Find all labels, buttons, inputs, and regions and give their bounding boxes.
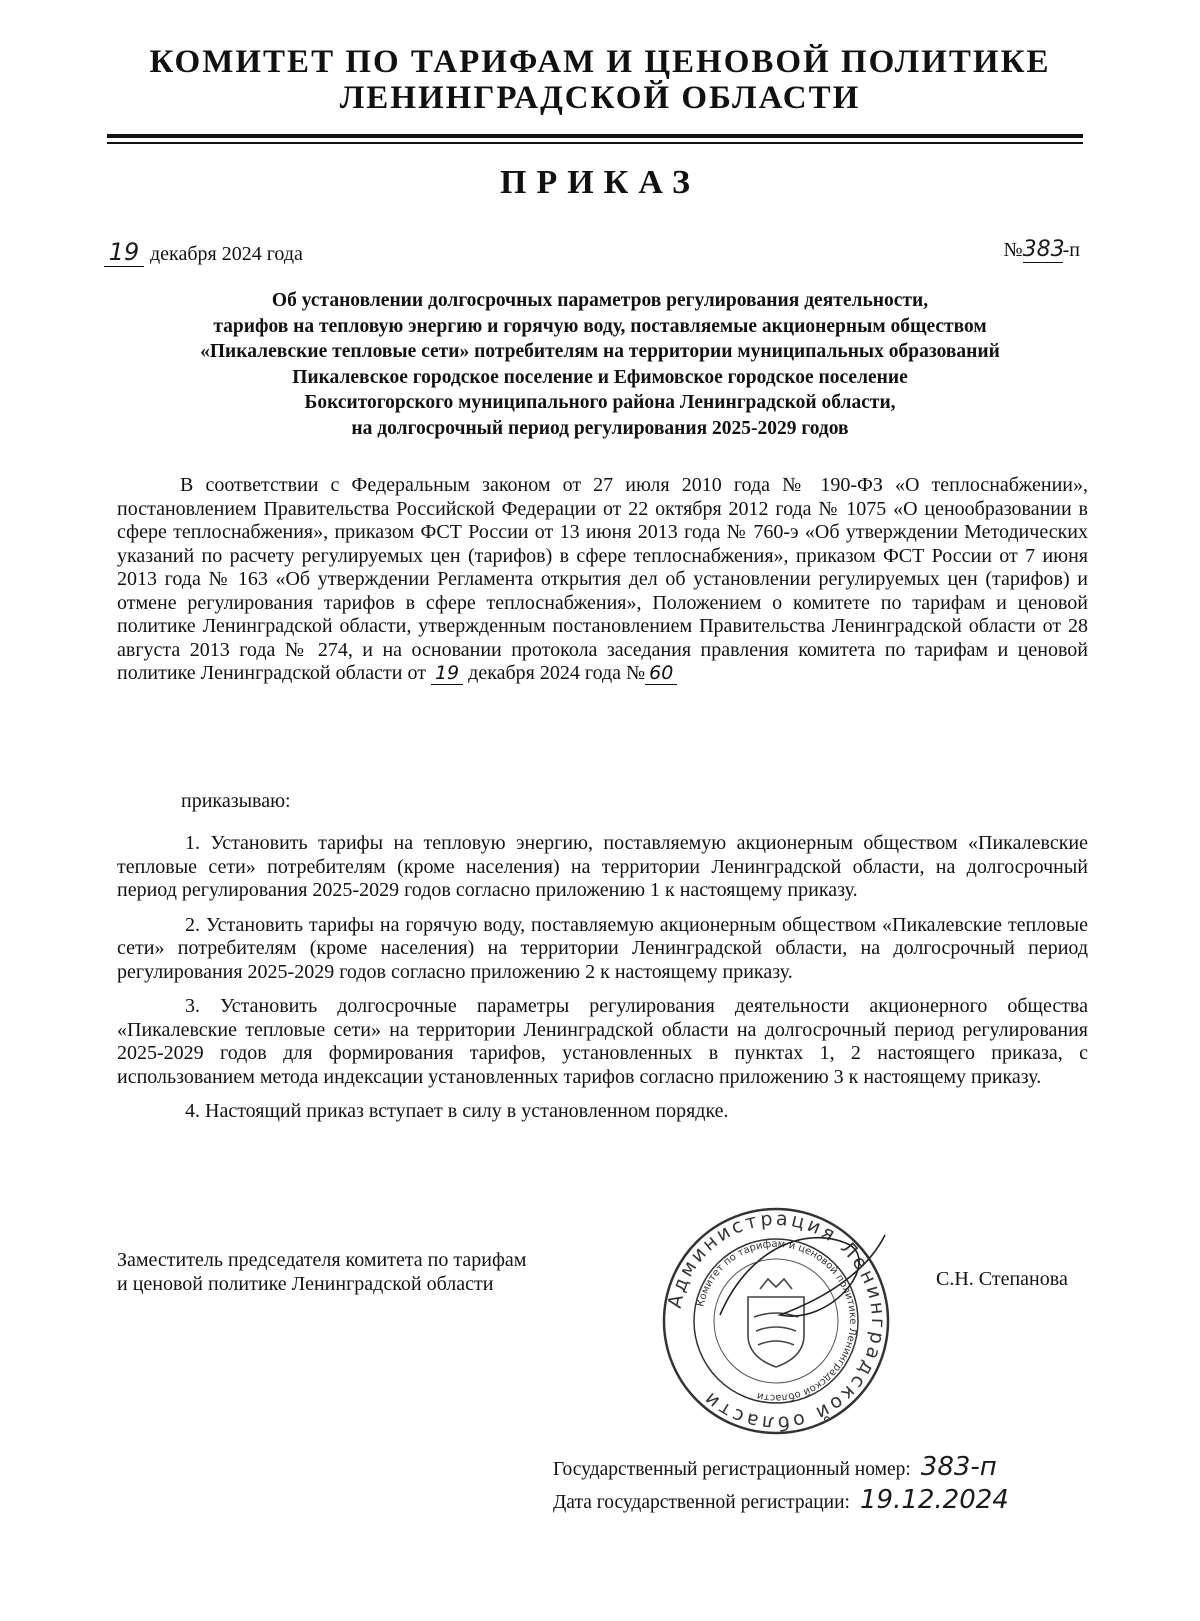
- subject-line: «Пикалевские тепловые сети» потребителям на территории муниципальных образований: [200, 341, 1000, 362]
- signatory-position-line2: и ценовой политике Ленинградской области: [117, 1273, 494, 1295]
- registration-date-row: [553, 1485, 1009, 1518]
- order-subject: [110, 288, 1090, 441]
- signatory-name: С.Н. Степанова: [936, 1268, 1068, 1290]
- order-number: [1004, 238, 1080, 263]
- signatory-position-line1: Заместитель председателя комитета по тарифам: [117, 1249, 527, 1271]
- order-item: 3. Установить долгосрочные параметры регулирования деятельности акционерного общества «Пикалевские тепловые сети» на территории Ленинградской области на долгосрочный период регулирования 2025-2029 годов для формирования тарифов, установленных в пунктах 1, 2 настоящего приказа, с использованием метода индексации установленных тарифов согласно приложению 3 к настоящему приказу.: [117, 995, 1088, 1088]
- registration-number-label: Государственный регистрационный номер:: [553, 1459, 911, 1480]
- subject-line: Пикалевское городское поселение и Ефимовское городское поселение: [292, 366, 908, 388]
- order-items: [117, 832, 1088, 1135]
- handwritten-protocol-day: 19: [431, 662, 463, 685]
- subject-line: Об установлении долгосрочных параметров регулирования деятельности,: [271, 290, 929, 311]
- stamp-outer-text: Администрация Ленинградской области: [663, 1207, 890, 1435]
- order-number-prefix: №: [1003, 239, 1023, 261]
- preamble-paragraph: [117, 474, 1088, 686]
- subject-line: на долгосрочный период регулирования 2025-2029 годов: [351, 417, 849, 439]
- preamble-text: В соответствии с Федеральным законом от 27 июля 2010 года № 190-ФЗ «О теплоснабжении», постановлением Правительства Российской Федерации от 22 октября 2012 года № 1075 «О ценообразовании в сфере теплоснабжения», приказом ФСТ России от 13 июня 2013 года № 760-э «Об утверждении Методических указаний по расчету регулируемых цен (тарифов) в сфере теплоснабжения», приказом ФСТ России от 7 июня 2013 года № 163 «Об утверждении Регламента открытия дел об установлении регулируемых цен (тарифов) и отмене регулирования тарифов в сфере теплоснабжения», Положением о комитете по тарифам и ценовой политике Ленинградской области, утвержденным постановлением Правительства Ленинградской области от 28 августа 2013 года № 274, и на основании протокола заседания правления комитета по тарифам и ценовой политике Ленинградской области от: [117, 474, 1088, 684]
- handwritten-date-day: 19: [104, 238, 144, 267]
- handwritten-registration-date: 19.12.2024: [859, 1485, 1009, 1515]
- signatory-position: [117, 1248, 526, 1296]
- org-title-line2: ЛЕНИНГРАДСКОЙ ОБЛАСТИ: [339, 80, 861, 116]
- org-title-line1: КОМИТЕТ ПО ТАРИФАМ И ЦЕНОВОЙ ПОЛИТИКЕ: [149, 44, 1051, 80]
- handwritten-protocol-number: 60: [645, 662, 677, 685]
- header-rule-thick: [107, 134, 1083, 138]
- organization-title: [100, 44, 1100, 116]
- order-item: 2. Установить тарифы на горячую воду, поставляемую акционерным обществом «Пикалевские тепловые сети» потребителям (кроме населения) на территории Ленинградской области, на долгосрочный период регулирования 2025-2029 годов согласно приложению 2 к настоящему приказу.: [117, 913, 1088, 983]
- date-text: декабря 2024 года: [150, 243, 303, 265]
- order-item: 1. Установить тарифы на тепловую энергию, поставляемую акционерным обществом «Пикалевские тепловые сети» потребителям (кроме населения) на территории Ленинградской области, на долгосрочный период регулирования 2025-2029 годов согласно приложению 1 к настоящему приказу.: [117, 832, 1088, 901]
- subject-line: Бокситогорского муниципального района Ленинградской области,: [304, 392, 896, 413]
- order-date: [104, 238, 303, 274]
- decree-word: приказываю:: [181, 790, 291, 812]
- coat-of-arms-icon: [748, 1279, 804, 1367]
- order-item: 4. Настоящий приказ вступает в силу в установленном порядке.: [185, 1100, 729, 1122]
- subject-line: тарифов на тепловую энергию и горячую воду, поставляемые акционерным обществом: [213, 315, 987, 337]
- stamp-inner-text: Комитет по тарифам и ценовой политике Ленинградской области: [695, 1238, 859, 1404]
- registration-date-label: Дата государственной регистрации:: [553, 1492, 850, 1513]
- document-type-title: ПРИКАЗ: [500, 164, 700, 201]
- order-number-suffix: -п: [1062, 239, 1080, 261]
- official-stamp: [660, 1205, 892, 1437]
- handwritten-order-number: 383: [1022, 237, 1065, 262]
- registration-number-row: [553, 1452, 1009, 1485]
- registration-info: [553, 1452, 1009, 1518]
- handwritten-registration-number: 383-п: [920, 1452, 997, 1482]
- protocol-date-text: декабря 2024 года №: [468, 662, 646, 684]
- header-rule-thin: [107, 142, 1083, 144]
